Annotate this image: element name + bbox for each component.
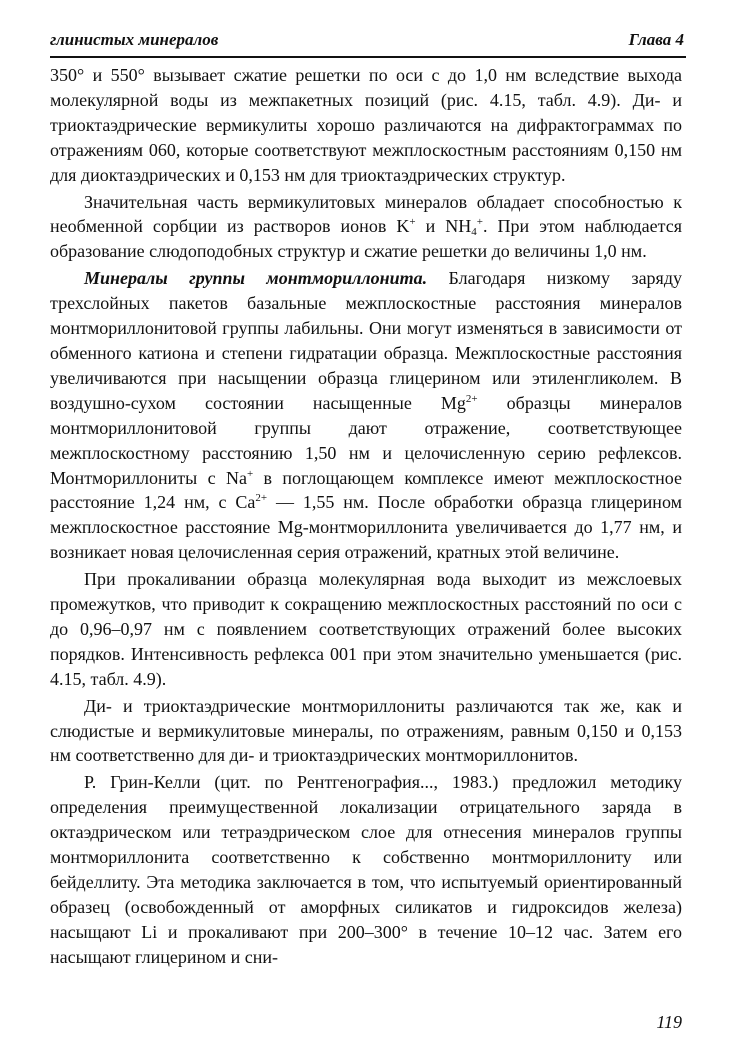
superscript: + xyxy=(246,467,254,480)
text-run: Благодаря низкому заряду трехслойных пакетов базальные межплоскостные расстояния минералов монтмориллонитовой группы лабильны. Они могут изменяться в зависимости от обменного катиона и степени гидратации образца. Межплоскостные расстояния увеличиваются при насыщении образца глицерином или этиленгликолем. В воздушно-сухом состоянии насыщенные Mg xyxy=(50,268,682,413)
paragraph xyxy=(50,567,682,692)
page-number: 119 xyxy=(656,1012,682,1032)
text-run: — 1,55 нм. После обработки образца глицерином межплоскостное расстояние Mg-монтмориллонита увеличивается до 1,77 нм, и возникает новая целочисленная серия отражений, кратных этой величине. xyxy=(50,492,682,563)
text-run: Значительная часть вермикулитовых минералов обладает способностью к необменной сорбции из растворов ионов K xyxy=(50,191,682,237)
paragraph xyxy=(50,266,682,565)
text-run: Р. Грин-Келли (цит. по Рентгенография..., 1983.) предложил методику определения преимущественной локализации отрицательного заряда в октаэдрическом или тетраэдрическом слое для отнесения минералов группы монтмориллонита соответственно к собственно монтмориллониту или бейделлиту. Эта методика заключается в том, что испытуемый ориентированный образец (освобожденный от аморфных силикатов и гидроксидов железа) насыщают Li и прокаливают при 200–300° в течение 10–12 час. Затем его насыщают глицерином и сни- xyxy=(50,772,682,967)
running-header-chapter: Глава 4 xyxy=(628,30,684,49)
paragraph xyxy=(50,190,682,265)
running-header xyxy=(50,22,684,50)
text-run: Ди- и триоктаэдрические монтмориллониты различаются так же, как и слюдистые и вермикулитовые минералы, по отражениям, равным 0,150 и 0,153 нм соответственно для ди- и триоктаэдрических монтмориллонитов. xyxy=(50,695,682,766)
text-run: 350° и 550° вызывает сжатие решетки по оси с до 1,0 нм вследствие выхода молекулярной воды из межпакетных позиций (рис. 4.15, табл. 4.9). Ди- и триоктаэдрические вермикулиты хорошо различаются на дифрактограммах по отражениям 060, которые соответствуют межплоскостным расстояниям 0,150 нм для диоктаэдрических и 0,153 нм для триоктаэдрических структур. xyxy=(50,65,682,185)
body-text xyxy=(50,63,682,970)
text-run: в поглощающем комплексе имеют межплоскостное расстояние 1,24 нм, с Ca xyxy=(50,467,682,513)
section-lead-heading: Минералы группы монтмориллонита. xyxy=(84,268,428,289)
header-rule xyxy=(50,56,686,58)
subscript: 4 xyxy=(471,226,477,239)
superscript: + xyxy=(409,216,416,229)
text-run: . При этом наблюдается образование слюдоподобных структур и сжатие решетки до величины 1,0 нм. xyxy=(50,216,683,262)
text-run: и NH xyxy=(415,216,472,237)
paragraph xyxy=(50,770,682,969)
paragraph xyxy=(50,694,682,769)
running-header-left: глинистых минералов xyxy=(50,30,219,49)
paragraph xyxy=(50,63,682,188)
text-run: образцы минералов монтмориллонитовой группы дают отражение, соответствующее межплоскостному расстоянию 1,50 нм и целочисленную серию рефлексов. Монтмориллониты с Na xyxy=(50,392,682,488)
superscript: 2+ xyxy=(465,392,478,405)
superscript: + xyxy=(476,216,484,229)
text-run: При прокаливании образца молекулярная вода выходит из межслоевых промежутков, что приводит к сокращению межплоскостных расстояний по оси с до 0,96–0,97 нм с появлением соответствующих отражений более высоких порядков. Интенсивность рефлекса 001 при этом значительно уменьшается (рис. 4.15, табл. 4.9). xyxy=(50,569,682,689)
superscript: 2+ xyxy=(255,492,268,505)
